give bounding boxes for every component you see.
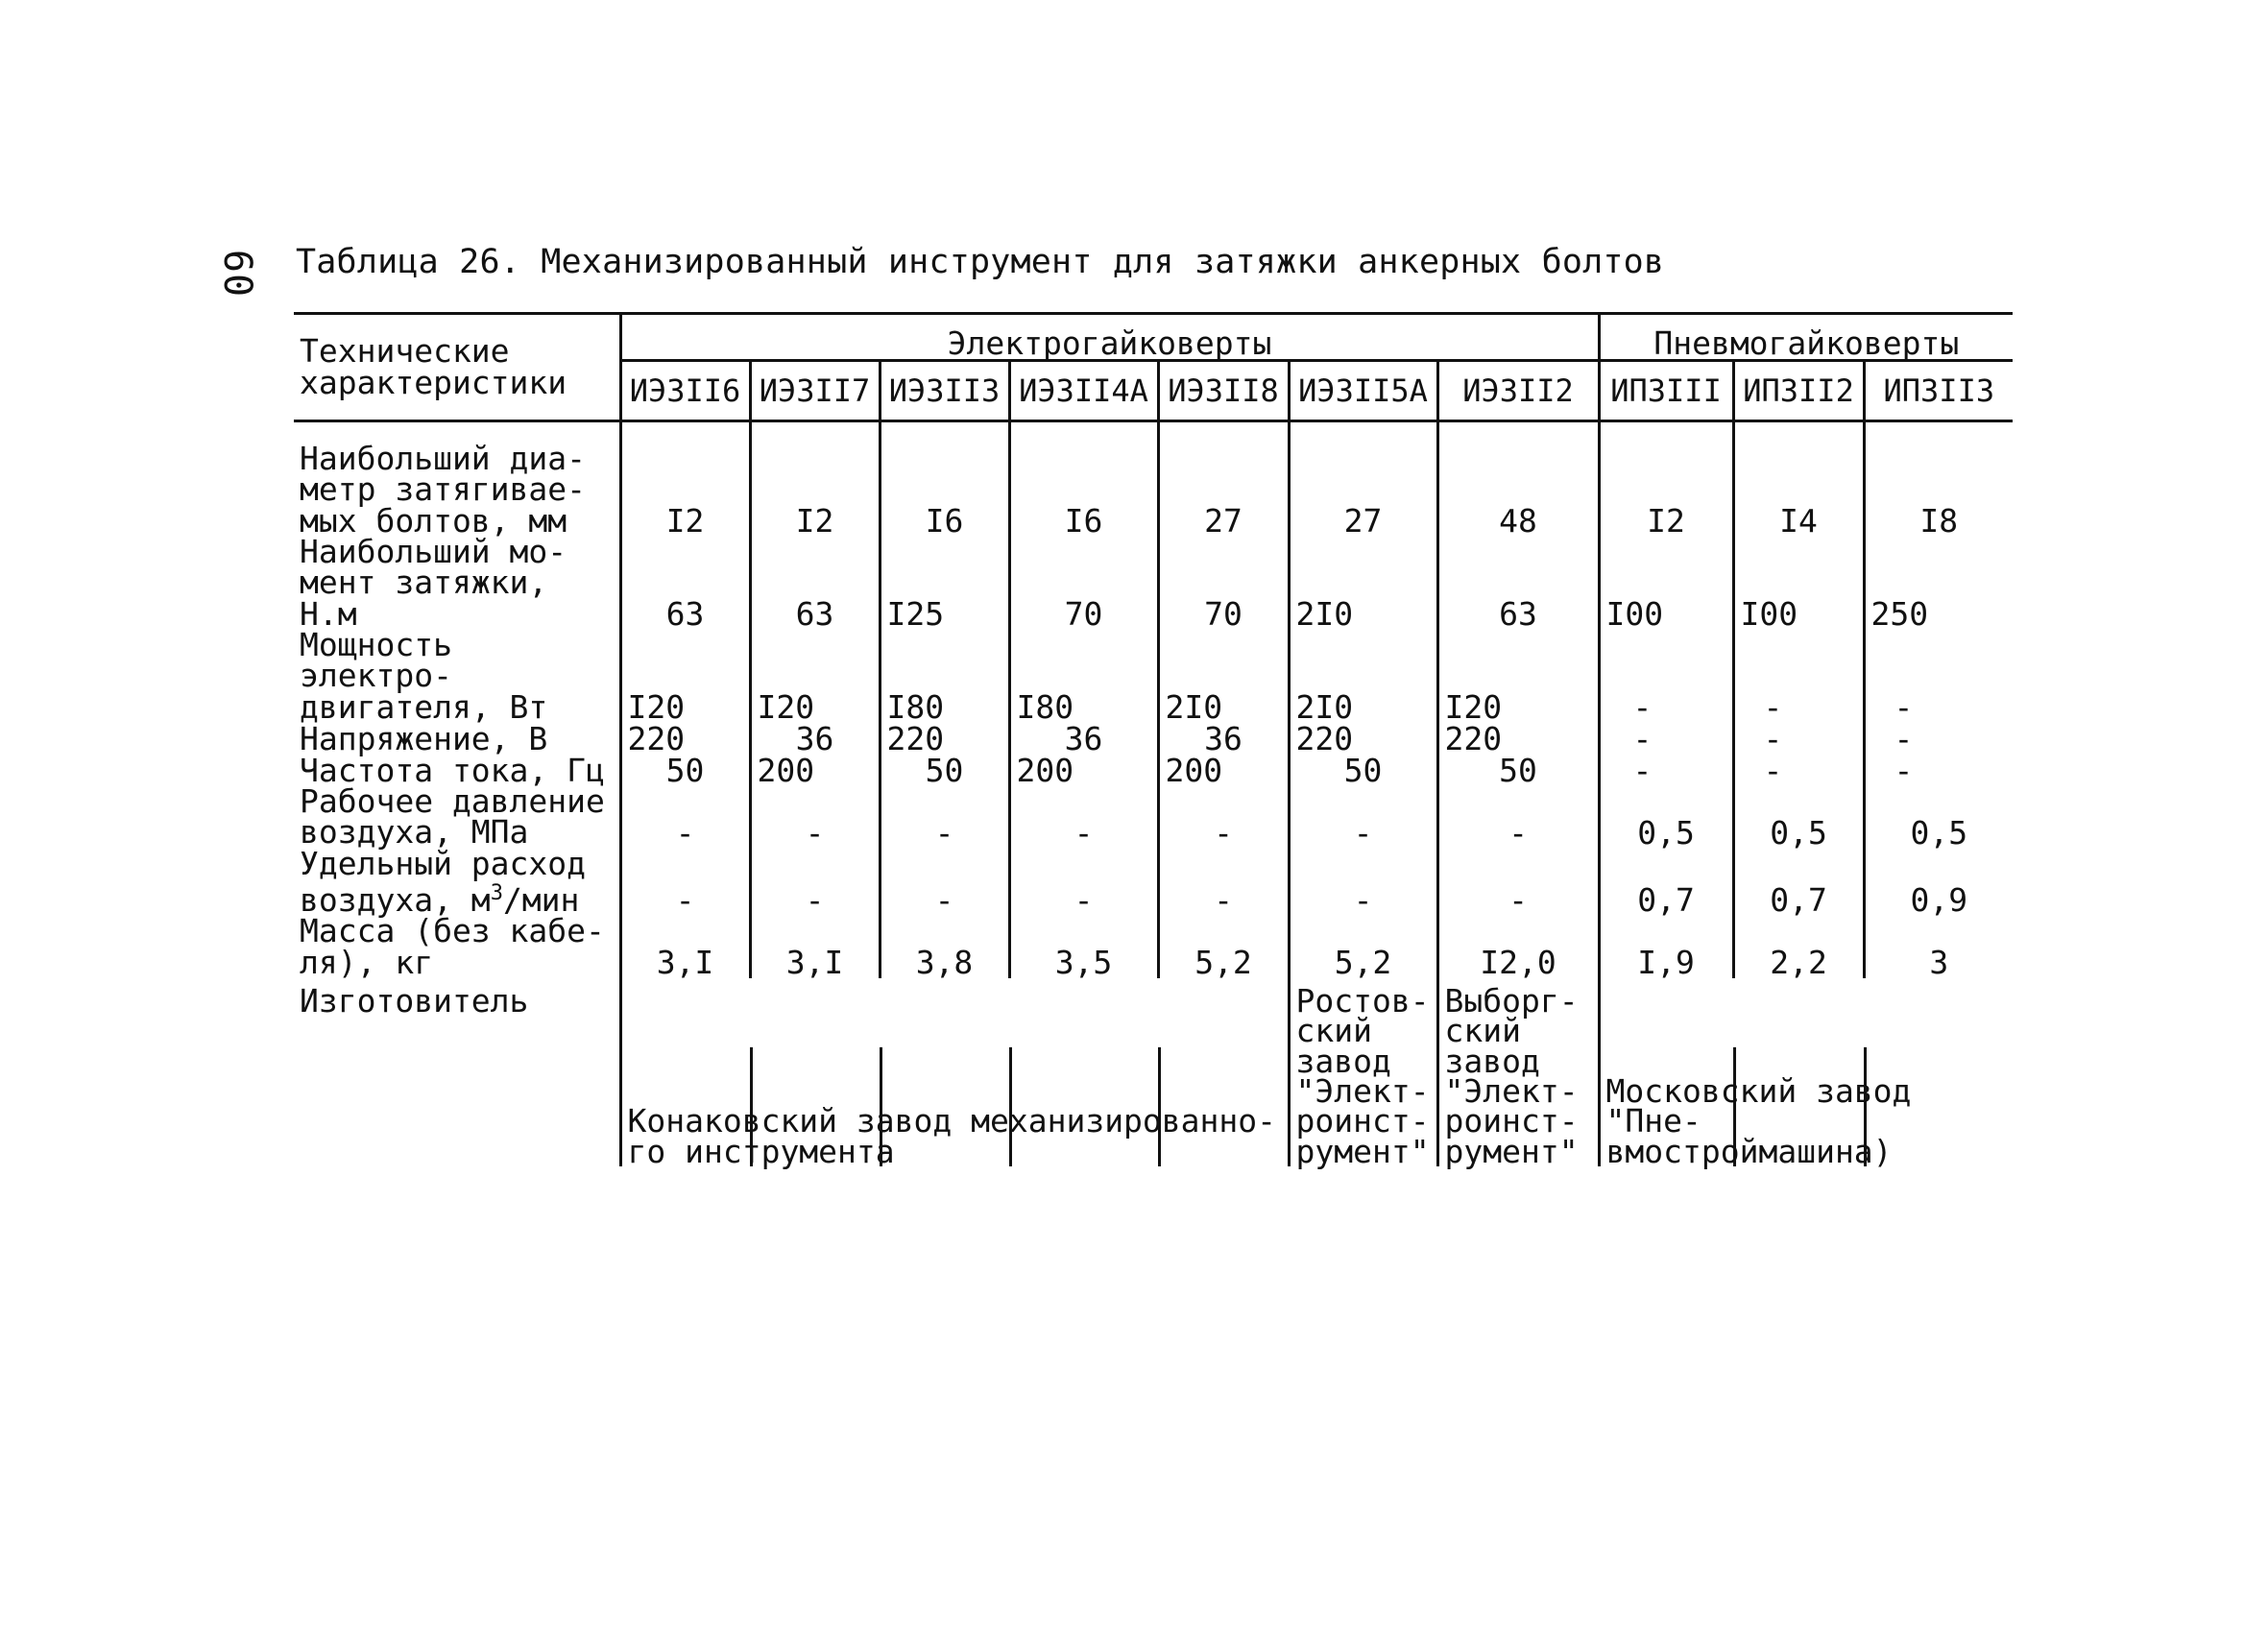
model-header: ИЭЗII5А: [1289, 361, 1437, 421]
model-header: ИЭЗII7: [750, 361, 880, 421]
model-header: ИПЗIII: [1599, 361, 1733, 421]
table-cell: -: [1158, 849, 1289, 917]
table-cell: -: [1289, 786, 1437, 849]
manufacturer-moscow: [1599, 978, 2013, 1170]
table-cell: 3,I: [750, 916, 880, 978]
spacer: [1289, 421, 1437, 444]
table-cell: -: [1599, 630, 1733, 723]
spacer: [1599, 421, 1733, 444]
row-label-line: двигателя, Вт: [300, 687, 548, 726]
manufacturer-line: "Элект-: [1444, 1071, 1579, 1110]
spacer: [1733, 421, 1864, 444]
model-header: ИЭЗII3: [880, 361, 1009, 421]
table-cell: 63: [1437, 537, 1599, 630]
manufacturer-line: Ростов-: [1295, 981, 1430, 1020]
table-cell: 0,5: [1864, 786, 2013, 849]
table-cell: 220: [1437, 723, 1599, 755]
table-cell: 50: [1437, 755, 1599, 786]
table-cell: -: [1864, 630, 2013, 723]
row-label-line: воздуха, МПа: [300, 813, 529, 852]
row-label-line: Напряжение, В: [300, 719, 548, 757]
group-electric: Электрогайковерты: [620, 314, 1599, 361]
table-cell: 0,5: [1733, 786, 1864, 849]
table-cell: I8: [1864, 444, 2013, 537]
table-cell: I25: [880, 537, 1009, 630]
table-cell: 5,2: [1158, 916, 1289, 978]
manufacturer-rostov: [1289, 978, 1437, 1170]
table-cell: 36: [750, 723, 880, 755]
table-cell: -: [1864, 755, 2013, 786]
table-cell: I2: [620, 444, 750, 537]
row-label-line: Наибольший мо-: [300, 532, 567, 570]
table-cell: 220: [880, 723, 1009, 755]
table-cell: I80: [1009, 630, 1158, 723]
manufacturer-line: Конаковский завод механизированно-: [627, 1102, 1277, 1140]
row-label-line: Частота тока, Гц: [300, 751, 605, 789]
row-label-torque: [294, 532, 620, 633]
spec-table: [294, 312, 2013, 1170]
table-cell: I,9: [1599, 916, 1733, 978]
spacer: [1437, 421, 1599, 444]
table-cell: 2I0: [1289, 537, 1437, 630]
table-cell: 3,I: [620, 916, 750, 978]
spacer: [620, 421, 750, 444]
model-header: ИПЗII3: [1864, 361, 2013, 421]
table-cell: -: [1733, 755, 1864, 786]
superscript-three: 3: [490, 880, 503, 905]
table-cell: I6: [1009, 444, 1158, 537]
row-label-line: мент затяжки, Н.м: [300, 564, 548, 633]
manufacturer-line: вмостроймашина): [1605, 1132, 1893, 1170]
table-cell: I80: [880, 630, 1009, 723]
row-label-line: ля), кг: [300, 943, 434, 981]
row-label-pressure: [294, 781, 620, 852]
table-cell: 70: [1009, 537, 1158, 630]
table-cell: -: [1009, 849, 1158, 917]
table-cell: I20: [1437, 630, 1599, 723]
table-cell: -: [880, 786, 1009, 849]
table-cell: 70: [1158, 537, 1289, 630]
table-cell: 220: [1289, 723, 1437, 755]
model-header: ИПЗII2: [1733, 361, 1864, 421]
table-cell: 50: [1289, 755, 1437, 786]
table-cell: I4: [1733, 444, 1864, 537]
row-label-line: Рабочее давление: [300, 781, 605, 820]
table-cell: -: [1158, 786, 1289, 849]
table-cell: I2,0: [1437, 916, 1599, 978]
table-cell: 50: [620, 755, 750, 786]
row-label-line: [300, 879, 614, 919]
table-cell: 0,9: [1864, 849, 2013, 917]
table-row: [294, 537, 2013, 630]
table-cell: 250: [1864, 537, 2013, 630]
manufacturer-line: Выборг-: [1444, 981, 1579, 1020]
table-row: [294, 849, 2013, 917]
group-pneumatic: Пневмогайковерты: [1599, 314, 2013, 361]
table-cell: 0,7: [1599, 849, 1733, 917]
table-cell: -: [1599, 755, 1733, 786]
spacer: [750, 421, 880, 444]
table-cell: -: [1733, 630, 1864, 723]
manufacturer-line: роинст-: [1295, 1102, 1430, 1140]
row-label-line: Масса (без кабе-: [300, 912, 605, 950]
row-label-diameter: [294, 440, 620, 540]
table-cell: 5,2: [1289, 916, 1437, 978]
row-label-mass: [294, 912, 620, 981]
row-label-line: мых болтов, мм: [300, 501, 567, 540]
table-cell: -: [1864, 723, 2013, 755]
row-label-line: Наибольший диа-: [300, 440, 587, 477]
table-cell: 0,5: [1599, 786, 1733, 849]
table-cell: 200: [1158, 755, 1289, 786]
spacer: [880, 421, 1009, 444]
manufacturer-line: го инструмента: [627, 1132, 895, 1170]
row-label-manufacturer: Изготовитель: [300, 981, 529, 1020]
spacer: [1158, 421, 1289, 444]
table-cell: -: [620, 786, 750, 849]
table-cell: 63: [750, 537, 880, 630]
manufacturer-line: завод: [1444, 1042, 1540, 1080]
spacer: [1009, 421, 1158, 444]
table-cell: 36: [1009, 723, 1158, 755]
table-cell: 3,5: [1009, 916, 1158, 978]
table-cell: -: [880, 849, 1009, 917]
table-cell: 220: [620, 723, 750, 755]
table-row: [294, 916, 2013, 978]
manufacturer-line: Московский завод "Пне-: [1605, 1071, 1912, 1140]
table-row: [294, 786, 2013, 849]
manufacturer-vyborg: [1437, 978, 1599, 1170]
table-cell: 200: [1009, 755, 1158, 786]
table-caption: Таблица 26. Механизированный инструмент для затяжки анкерных болтов: [296, 243, 1665, 281]
table-cell: -: [620, 849, 750, 917]
table-cell: I20: [750, 630, 880, 723]
table-cell: I20: [620, 630, 750, 723]
table-cell: 50: [880, 755, 1009, 786]
page-number: 60: [215, 249, 260, 299]
table-cell: 48: [1437, 444, 1599, 537]
table-cell: 200: [750, 755, 880, 786]
manufacturer-konakovo: [620, 978, 1289, 1170]
row-label-air-consumption: [294, 844, 620, 919]
manufacturer-line: румент": [1444, 1132, 1579, 1170]
table-cell: 2I0: [1158, 630, 1289, 723]
manufacturer-line: ский: [1444, 1012, 1521, 1050]
model-header: ИЭЗII2: [1437, 361, 1599, 421]
row-label-line: Удельный расход: [300, 844, 587, 882]
table-cell: 36: [1158, 723, 1289, 755]
manufacturer-line: ский: [1295, 1012, 1372, 1050]
spacer: [1864, 421, 2013, 444]
manufacturer-line: роинст-: [1444, 1102, 1579, 1140]
table-row: [294, 755, 2013, 786]
table-cell: -: [1437, 786, 1599, 849]
table-cell: 2,2: [1733, 916, 1864, 978]
row-label-line: метр затягивае-: [300, 470, 587, 509]
row-label-text: воздуха, м: [300, 880, 491, 919]
characteristics-header-line1: Технические: [300, 332, 510, 371]
table-cell: 2I0: [1289, 630, 1437, 723]
manufacturer-line: завод: [1295, 1042, 1391, 1080]
table-cell: 3: [1864, 916, 2013, 978]
characteristics-header-line2: характеристики: [300, 363, 567, 401]
table-cell: 27: [1158, 444, 1289, 537]
manufacturer-line: румент": [1295, 1132, 1430, 1170]
table-row: [294, 444, 2013, 537]
table-row: [294, 630, 2013, 723]
characteristics-header: [294, 314, 620, 421]
manufacturer-line: "Элект-: [1295, 1071, 1430, 1110]
table-cell: 27: [1289, 444, 1437, 537]
table-cell: 63: [620, 537, 750, 630]
row-label-voltage: [294, 719, 620, 757]
table-cell: -: [1599, 723, 1733, 755]
table-cell: I00: [1599, 537, 1733, 630]
spec-table-container: [294, 312, 2013, 1170]
table-cell: -: [1733, 723, 1864, 755]
table-row: [294, 723, 2013, 755]
table-cell: I2: [1599, 444, 1733, 537]
table-cell: -: [1009, 786, 1158, 849]
table-cell: -: [1437, 849, 1599, 917]
row-label-unit: /мин: [502, 880, 580, 919]
table-cell: I00: [1733, 537, 1864, 630]
model-header: ИЭЗII8: [1158, 361, 1289, 421]
row-label-line: Мощность электро-: [300, 625, 452, 695]
model-header: ИЭЗII6: [620, 361, 750, 421]
row-label-frequency: [294, 751, 620, 789]
table-cell: -: [750, 849, 880, 917]
table-cell: I6: [880, 444, 1009, 537]
table-row-manufacturer: [294, 978, 2013, 1166]
table-cell: I2: [750, 444, 880, 537]
table-cell: -: [750, 786, 880, 849]
table-cell: -: [1289, 849, 1437, 917]
table-cell: 3,8: [880, 916, 1009, 978]
table-cell: 0,7: [1733, 849, 1864, 917]
model-header: ИЭЗII4А: [1009, 361, 1158, 421]
row-label-power: [294, 625, 620, 726]
